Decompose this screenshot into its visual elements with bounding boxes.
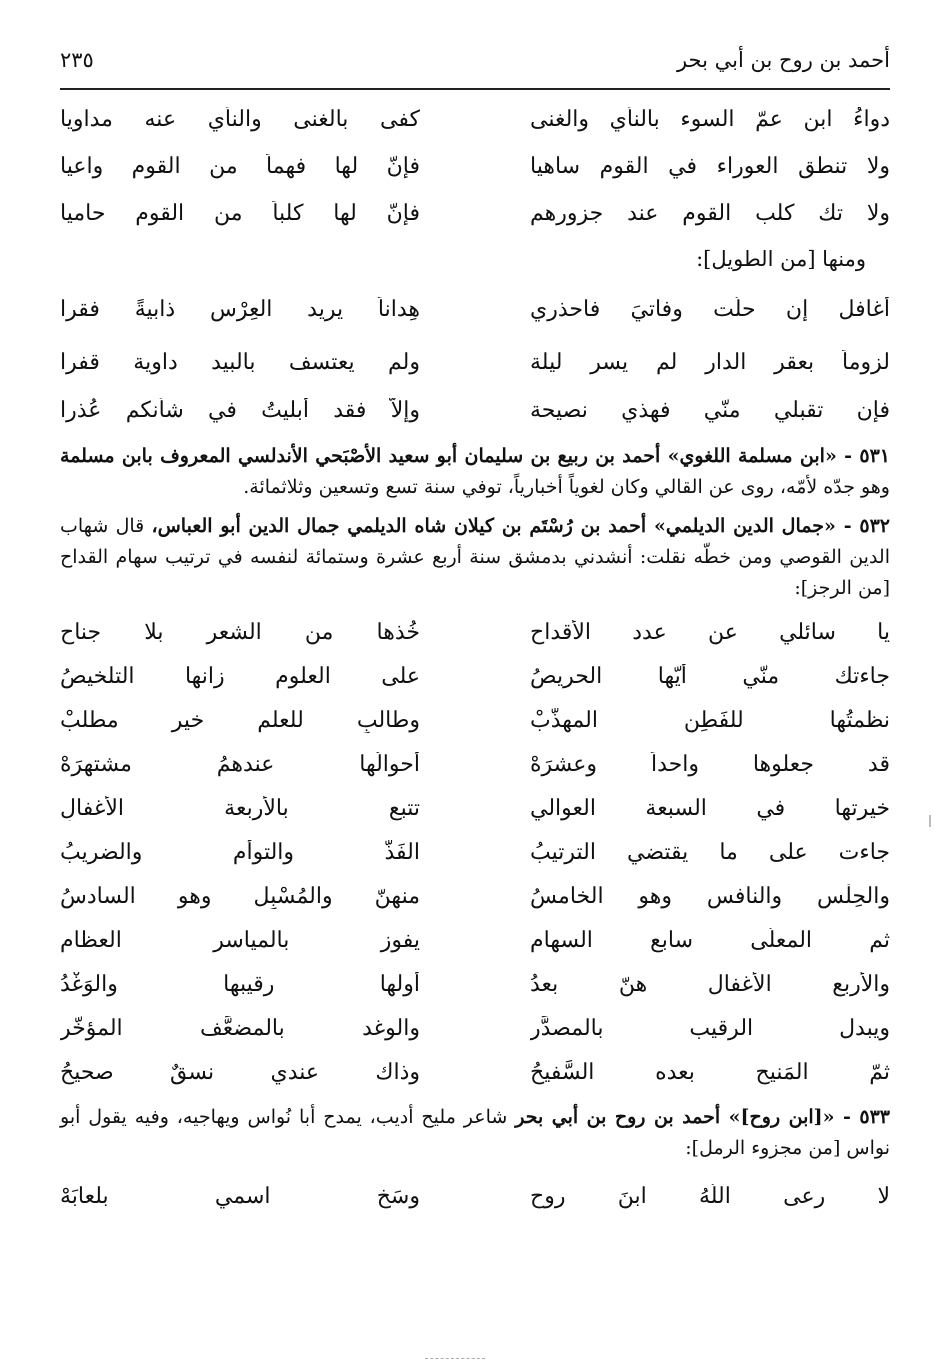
hemistich-right: خيرتها في السبعة العوالي xyxy=(530,795,890,821)
entry-number: ٥٣١ - xyxy=(836,445,890,467)
hemistich-left: خُذها من الشعر بلا جناحِ xyxy=(60,619,420,645)
verse xyxy=(60,654,890,698)
hemistich-right: نظمتُها للفَطِن المهذَّبْ xyxy=(530,707,890,733)
verse xyxy=(60,786,890,830)
hemistich-right: أغافل إن حلّت وفاتيَ فاحذري xyxy=(530,296,890,322)
poem-3 xyxy=(60,610,890,1094)
hemistich-left: والوغد بالمضعَّف المؤخَّرِ xyxy=(60,1015,420,1041)
hemistich-right: والحِلْس والنافس وهو الخامسُ xyxy=(530,883,890,909)
entry-531 xyxy=(60,441,890,503)
running-title: أحمد بن روح بن أبي بحر xyxy=(676,48,890,72)
entry-533 xyxy=(60,1102,890,1164)
page-number: ٢٣٥ xyxy=(60,48,94,72)
meter-note: ومنها [من الطويل]: xyxy=(696,247,866,271)
verse xyxy=(60,337,890,387)
poem-1 xyxy=(60,96,890,237)
entry-title: «جمال الدين الديلمي» أحمد بن رُسْتَم بن كيلان شاه الديلمي جمال الدين أبو العباس، xyxy=(151,515,836,537)
entry-532 xyxy=(60,511,890,604)
entry-number: ٥٣٢ - xyxy=(835,515,890,537)
entry-number: ٥٣٣ - xyxy=(834,1106,890,1128)
hemistich-right: جاءتك منّي أيّها الحريصُ xyxy=(530,663,890,689)
hemistich-right: لزوماً بعقر الدار لم يسر ليلة xyxy=(530,349,890,375)
hemistich-right: لا رعى اللّهُ ابنَ روح xyxy=(530,1183,890,1209)
hemistich-left: وسَخ اسمي بلعابَهْ xyxy=(60,1183,420,1209)
hemistich-left: ولم يعتسف بالبيد داوية قفرا xyxy=(60,349,420,375)
hemistich-right: ولا تك كلب القوم عند جزورهم xyxy=(530,201,890,226)
hemistich-left: منهنّ والمُسْبِل وهو السادسُ xyxy=(60,883,420,909)
verse xyxy=(60,96,890,143)
hemistich-left: هِداناً يريد العِرْس ذابيةً فقرا xyxy=(60,296,420,322)
hemistich-left: أولها رقيبها والوَغْدُ xyxy=(60,971,420,997)
hemistich-right: ثمّ المَنيح بعده السَّفيحُ xyxy=(530,1059,890,1085)
verse xyxy=(60,962,890,1006)
hemistich-left: فإنّ لها كلباً من القوم حاميا xyxy=(60,201,420,226)
verse xyxy=(60,830,890,874)
hemistich-right: ثم المعلّى سابع السهام xyxy=(530,927,890,953)
page-body xyxy=(60,48,890,1222)
verse xyxy=(60,742,890,786)
verse xyxy=(60,918,890,962)
verse xyxy=(60,190,890,237)
entry-title: «ابن مسلمة اللغوي» أحمد بن ربيع بن سليمان أبو سعيد الأصْبَحي الأندلسي المعروف بابن مسلمة xyxy=(60,445,837,467)
hemistich-right: فإن تقبلي منّي فهذي نصيحة xyxy=(530,397,890,423)
hemistich-left: تتبع بالأربعة الأغفالِ xyxy=(60,795,420,821)
verse xyxy=(60,1006,890,1050)
hemistich-right: دواءُ ابن عمّ السوء بالنأي والغنى xyxy=(530,107,890,132)
hemistich-left: فإنّ لها فهماً من القوم واعيا xyxy=(60,154,420,179)
entry-body: وهو جدّه لأمّه، روى عن القالي وكان لغوياً أخبارياً، توفي سنة تسع وتسعين وثلاثمائة. xyxy=(243,476,890,498)
entry-title: «[ابن روح]» أحمد بن روح بن أبي بحر xyxy=(515,1106,835,1128)
scan-edge-mark xyxy=(929,815,931,827)
hemistich-left: وإلاّ فقد أبليتُ في شأنكم عُذرا xyxy=(60,397,420,423)
poem-2 xyxy=(60,281,890,433)
hemistich-right: جاءت على ما يقتضي الترتيبُ xyxy=(530,839,890,865)
footer-dash xyxy=(425,1358,485,1359)
hemistich-right: ولا تنطق العوراء في القوم ساهيا xyxy=(530,154,890,179)
verse xyxy=(60,281,890,337)
verse xyxy=(60,387,890,433)
header-rule xyxy=(60,88,890,90)
entry-body: شاعر مليح أديب، يمدح أبا نُواس ويهاجيه، وفيه يقول أبو نواس [من مجزوء الرمل]: xyxy=(60,1106,890,1159)
hemistich-left: وذاك عندي نسقٌ صحيحُ xyxy=(60,1059,420,1085)
running-header xyxy=(60,48,890,86)
hemistich-right: يا سائلي عن عدد الأقداحِ xyxy=(530,619,890,645)
verse xyxy=(60,143,890,190)
poem-4 xyxy=(60,1170,890,1222)
verse xyxy=(60,698,890,742)
hemistich-left: كفى بالغنى والنأي عنه مداويا xyxy=(60,107,420,132)
hemistich-left: وطالبٍ للعلم خير مطلبْ xyxy=(60,707,420,733)
hemistich-right: قد جعلوها واحداً وعشرَهْ xyxy=(530,751,890,777)
verse xyxy=(60,874,890,918)
hemistich-left: الفَذّ والتوأم والضريبُ xyxy=(60,839,420,865)
verse xyxy=(60,1170,890,1222)
hemistich-left: يفوز بالمياسر العظام xyxy=(60,927,420,953)
hemistich-right: والأربع الأغفال هنّ بعدُ xyxy=(530,971,890,997)
hemistich-left: أحوالُها عندهمُ مشتهرَهْ xyxy=(60,751,420,777)
entry-body: قال شهاب الدين القوصي ومن خطّه نقلت: أنشدني بدمشق سنة أربع عشرة وستمائة لنفسه في ترتيب سهام القداح [من الرجز]: xyxy=(60,515,890,599)
hemistich-left: على العلوم زانها التلخيصُ xyxy=(60,663,420,689)
hemistich-right: ويبدل الرقيب بالمصدَّرِ xyxy=(530,1015,890,1041)
verse xyxy=(60,610,890,654)
verse xyxy=(60,1050,890,1094)
